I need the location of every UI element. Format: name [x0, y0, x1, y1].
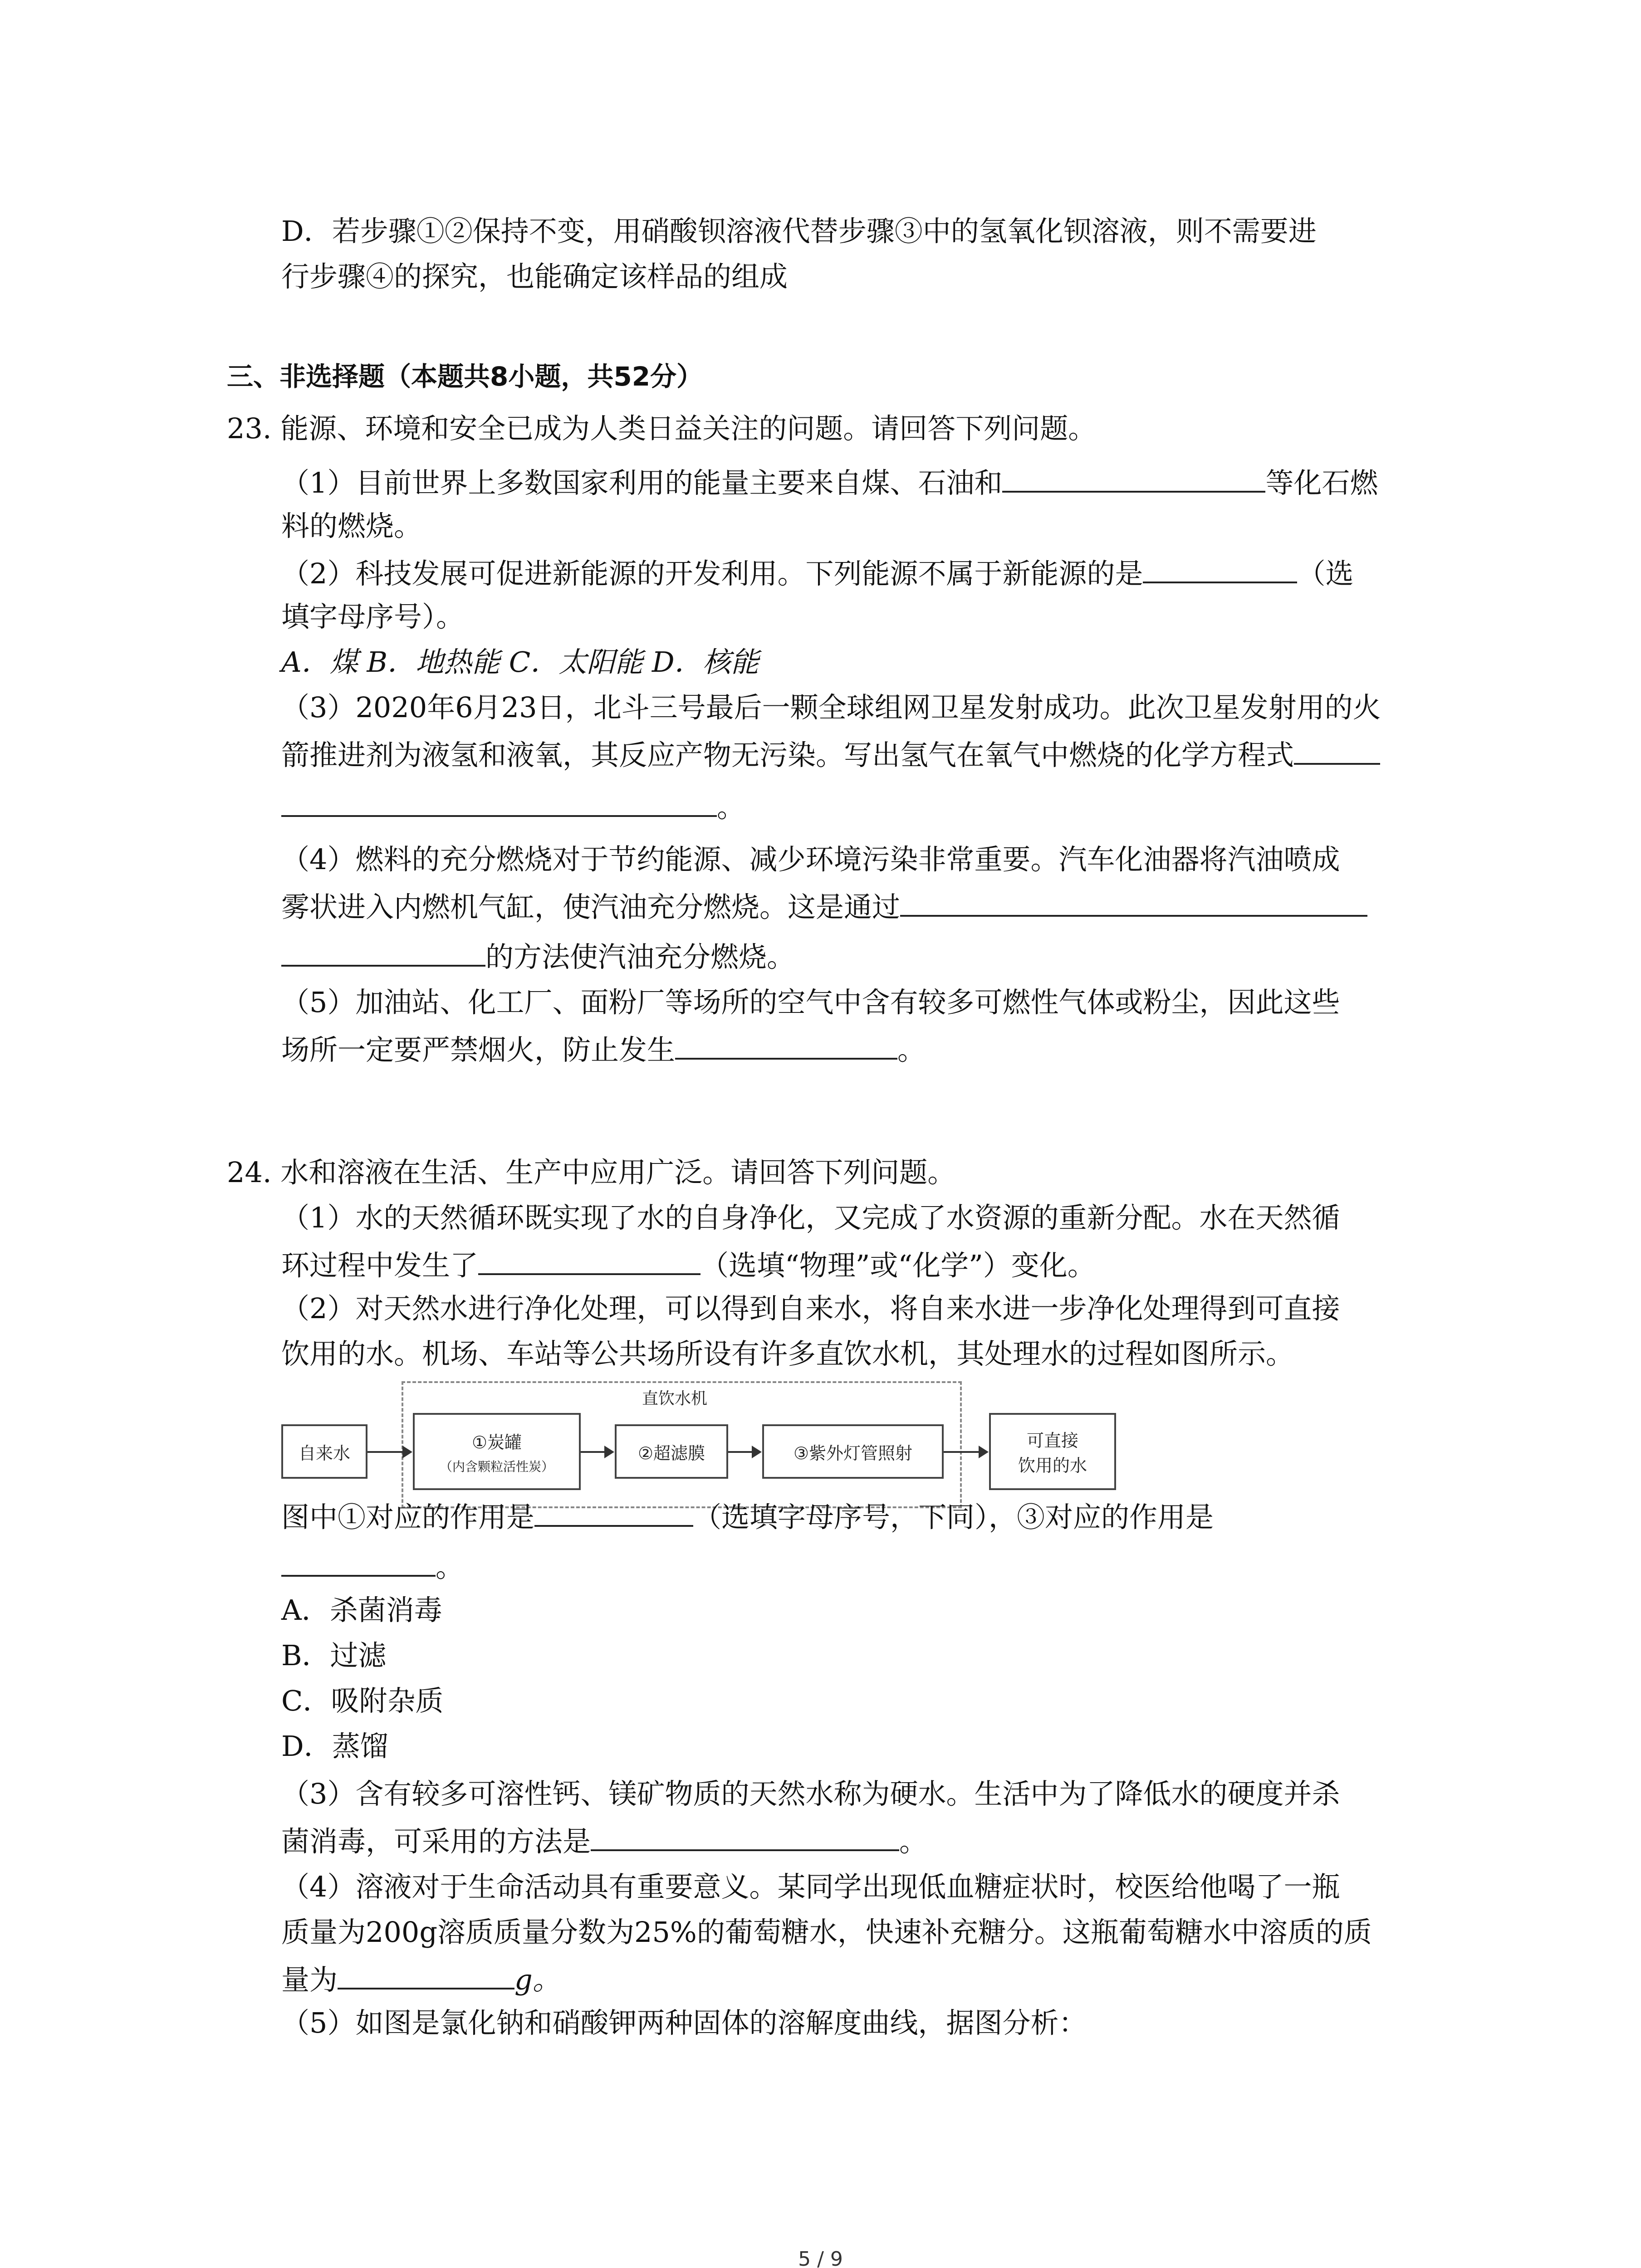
page-number: 5 / 9 — [798, 2248, 843, 2268]
answer-blank[interactable] — [281, 787, 717, 817]
carbon-tank-label: ①炭罐 — [471, 1432, 522, 1452]
arrow-4 — [944, 1451, 987, 1453]
answer-blank[interactable] — [675, 1030, 897, 1060]
q24-part4-line2: 质量为200g溶质质量分数为25%的葡萄糖水，快速补充糖分。这瓶葡萄糖水中溶质的质 — [281, 1916, 1372, 1949]
q23-part2-line1 — [281, 553, 1353, 592]
q24-part3-text-b: 菌消毒，可采用的方法是 — [281, 1825, 591, 1858]
answer-blank[interactable] — [900, 887, 1367, 917]
diagram-title: 直饮水机 — [642, 1389, 708, 1408]
answer-blank[interactable] — [478, 1245, 700, 1275]
uv-lamp-label: ③紫外灯管照射 — [793, 1443, 913, 1463]
option-b: B．过滤 — [281, 1639, 387, 1672]
q24-part5-line1: （5）如图是氯化钠和硝酸钾两种固体的溶解度曲线，据图分析： — [281, 2006, 1087, 2039]
answer-blank[interactable] — [1294, 735, 1380, 765]
option-d-line2: 行步骤④的探究，也能确定该样品的组成 — [281, 260, 788, 293]
q23-part1-text-b: 等化石燃 — [1265, 466, 1378, 499]
q23-part1-line2: 料的燃烧。 — [281, 509, 422, 543]
q23-part5-line2 — [281, 1030, 926, 1068]
q23-part2-line2: 填字母序号）。 — [281, 600, 465, 633]
output-box — [989, 1413, 1116, 1490]
answer-blank[interactable] — [338, 1960, 514, 1989]
q23-part4-line2 — [281, 887, 1367, 925]
q23-part2-text-b: （选 — [1297, 557, 1354, 590]
q24-part3-text-c: 。 — [899, 1825, 928, 1858]
q23-part3-text-c: 。 — [717, 791, 745, 824]
arrow-2 — [581, 1451, 612, 1453]
q23-part3-text-b: 箭推进剂为液氢和液氧，其反应产物无污染。写出氢气在氧气中燃烧的化学方程式 — [281, 738, 1294, 772]
q23-part3-line3 — [281, 787, 745, 826]
q24-figure-text-b: （选填字母序号，下同），③对应的作用是 — [693, 1501, 1214, 1534]
q23-part4-line3 — [281, 937, 795, 975]
q23-part4-text-b: 雾状进入内燃机气缸，使汽油充分燃烧。这是通过 — [281, 890, 901, 924]
q24-part2-line2: 饮用的水。机场、车站等公共场所设有许多直饮水机，其处理水的过程如图所示。 — [281, 1337, 1294, 1370]
ultrafiltration-box — [615, 1424, 728, 1479]
input-box — [281, 1424, 367, 1479]
output-label-2: 饮用的水 — [1018, 1456, 1087, 1476]
q24-part1-text-c: （选填“物理”或“化学”）变化。 — [700, 1249, 1096, 1282]
q23-options: A．煤 B．地热能 C．太阳能 D．核能 — [281, 645, 759, 679]
q24-part4-text-d: g。 — [514, 1963, 561, 1996]
q24-figure-question-line2 — [281, 1547, 464, 1585]
answer-blank[interactable] — [534, 1497, 693, 1527]
q23-part3-line2 — [281, 735, 1380, 773]
q23-part1-line1 — [281, 463, 1378, 501]
q24-part1-line2 — [281, 1245, 1096, 1284]
q24-part4-line3 — [281, 1960, 561, 1998]
q24-part4-line1: （4）溶液对于生命活动具有重要意义。某同学出现低血糖症状时，校医给他喝了一瓶 — [281, 1870, 1340, 1903]
arrow-1 — [367, 1451, 411, 1453]
q24-part3-line2 — [281, 1821, 927, 1860]
carbon-tank-sublabel: （内含颗粒活性炭） — [439, 1459, 554, 1474]
question-24-stem: 24. 水和溶液在生活、生产中应用广泛。请回答下列问题。 — [227, 1156, 956, 1189]
answer-blank[interactable] — [281, 1547, 436, 1577]
output-label-1: 可直接 — [1026, 1431, 1078, 1451]
answer-blank[interactable] — [281, 937, 485, 967]
question-23-stem: 23. 能源、环境和安全已成为人类日益关注的问题。请回答下列问题。 — [227, 412, 1097, 445]
arrow-3 — [728, 1451, 760, 1453]
section-heading: 三、非选择题（本题共8小题，共52分） — [227, 361, 703, 392]
answer-blank[interactable] — [1002, 463, 1265, 493]
q23-part4-text-c: 的方法使汽油充分燃烧。 — [485, 940, 795, 973]
q23-part5-text-b: 场所一定要严禁烟火，防止发生 — [281, 1033, 676, 1066]
q24-part2-line1: （2）对天然水进行净化处理，可以得到自来水，将自来水进一步净化处理得到可直接 — [281, 1292, 1340, 1325]
option-d: D．蒸馏 — [281, 1730, 388, 1763]
q24-figure-text-c: 。 — [436, 1550, 464, 1584]
q24-part1-text-b: 环过程中发生了 — [281, 1249, 479, 1282]
q23-part2-text-a: （2）科技发展可促进新能源的开发利用。下列能源不属于新能源的是 — [281, 557, 1143, 590]
input-label: 自来水 — [298, 1443, 350, 1463]
option-d-line1: D．若步骤①②保持不变，用硝酸钡溶液代替步骤③中的氢氧化钡溶液，则不需要进 — [281, 215, 1317, 248]
carbon-tank-box — [413, 1413, 581, 1490]
option-a: A．杀菌消毒 — [281, 1593, 442, 1627]
q24-part1-line1: （1）水的天然循环既实现了水的自身净化，又完成了水资源的重新分配。水在天然循 — [281, 1201, 1340, 1234]
q23-part5-line1: （5）加油站、化工厂、面粉厂等场所的空气中含有较多可燃性气体或粉尘，因此这些 — [281, 986, 1340, 1019]
answer-blank[interactable] — [591, 1821, 899, 1851]
uv-lamp-box — [762, 1424, 944, 1479]
q24-part3-line1: （3）含有较多可溶性钙、镁矿物质的天然水称为硬水。生活中为了降低水的硬度并杀 — [281, 1777, 1340, 1810]
q23-part1-text-a: （1）目前世界上多数国家利用的能量主要来自煤、石油和 — [281, 466, 1003, 499]
q24-figure-question — [281, 1497, 1214, 1535]
answer-blank[interactable] — [1143, 553, 1297, 583]
q24-figure-text-a: 图中①对应的作用是 — [281, 1501, 535, 1534]
q24-part4-text-c: 量为 — [281, 1963, 338, 1996]
q23-part5-text-c: 。 — [897, 1033, 926, 1066]
option-c: C．吸附杂质 — [281, 1684, 444, 1717]
q23-part4-line1: （4）燃料的充分燃烧对于节约能源、减少环境污染非常重要。汽车化油器将汽油喷成 — [281, 843, 1340, 876]
q23-part3-line1: （3）2020年6月23日，北斗三号最后一颗全球组网卫星发射成功。此次卫星发射用的火 — [281, 691, 1381, 724]
ultrafiltration-label: ②超滤膜 — [637, 1443, 705, 1463]
